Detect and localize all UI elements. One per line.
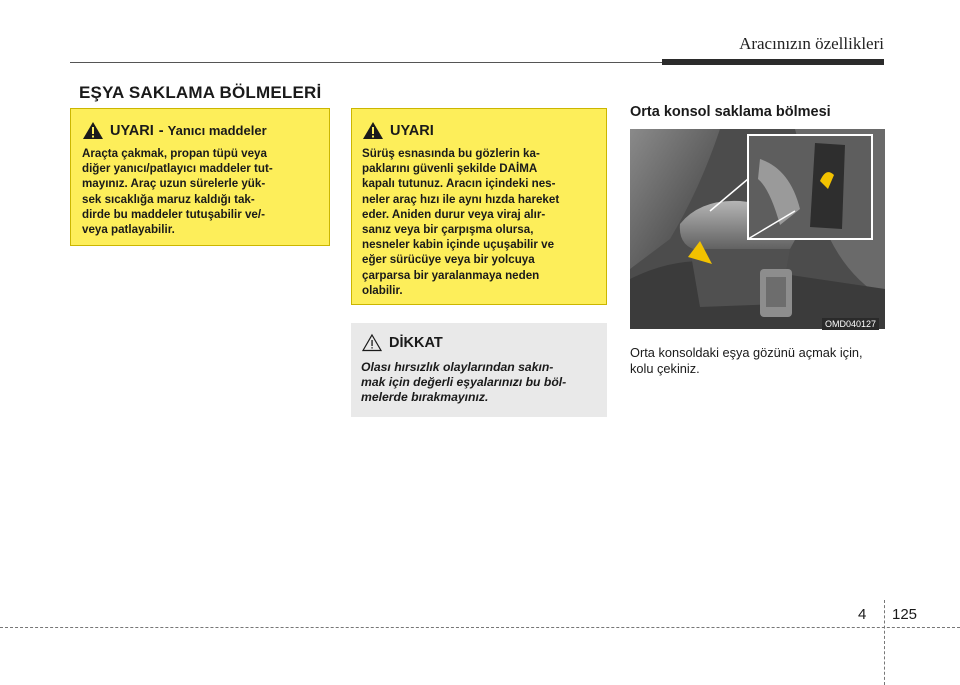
running-header-title: Aracınızın özellikleri xyxy=(739,34,884,53)
warning-body xyxy=(362,146,598,298)
header-rule-bar xyxy=(662,59,884,65)
warning-title: UYARI xyxy=(390,122,434,139)
warning-line: veya patlayabilir. xyxy=(82,223,175,237)
console-text xyxy=(630,345,888,376)
warning-line: diğer yanıcı/patlayıcı maddeler tut- xyxy=(82,162,273,176)
caution-line: mak için değerli eşyalarınızı bu böl- xyxy=(361,375,567,390)
warning-subtitle: Yanıcı maddeler xyxy=(167,123,267,138)
warning-line: neler araç hızı ile aynı hızda hareket xyxy=(362,192,560,206)
warning-triangle-icon xyxy=(82,121,104,140)
warning-line: Araçta çakmak, propan tüpü veya xyxy=(82,147,267,160)
warning-line: paklarını güvenli şekilde DAİMA xyxy=(362,162,538,176)
warning-line: olabilir. xyxy=(362,283,403,297)
warning-line: Sürüş esnasında bu gözlerin ka- xyxy=(362,147,540,160)
warning-line: sek sıcaklığa maruz kaldığı tak- xyxy=(82,192,255,206)
console-text-line: Orta konsoldaki eşya gözünü açmak için, xyxy=(630,345,863,360)
warning-title: UYARI xyxy=(110,122,154,139)
footer-dashed-rule xyxy=(0,627,960,628)
warning-title-separator: - xyxy=(158,122,164,139)
warning-line: sanız veya bir çarpışma olursa, xyxy=(362,223,534,237)
warning-line: nesneler kabin içinde uçuşabilir ve xyxy=(362,238,555,252)
caution-body xyxy=(361,360,599,406)
warning-box-driving xyxy=(351,108,607,305)
page-number: 125 xyxy=(892,606,918,623)
warning-line: dirde bu maddeler tutuşabilir ve/- xyxy=(82,207,265,221)
console-photo xyxy=(630,129,885,329)
warning-line: eder. Aniden durur veya viraj alır- xyxy=(362,207,546,221)
warning-line: eğer sürücüye veya bir yolcuya xyxy=(362,253,535,267)
warning-line: kapalı tutunuz. Aracın içindeki nes- xyxy=(362,177,556,191)
warning-box-flammable xyxy=(70,108,330,246)
warning-title-row xyxy=(362,121,598,140)
caution-triangle-icon xyxy=(361,333,383,352)
warning-line: çarparsa bir yaralanmaya neden xyxy=(362,268,540,282)
caution-title-row xyxy=(361,333,599,352)
caution-title: DİKKAT xyxy=(389,334,443,351)
warning-triangle-icon xyxy=(362,121,384,140)
header-rule xyxy=(70,62,662,63)
warning-body xyxy=(82,146,320,237)
caution-box-theft xyxy=(351,323,607,417)
image-code-label: OMD040127 xyxy=(822,318,879,330)
center-console-illustration xyxy=(630,129,885,329)
console-heading: Orta konsol saklama bölmesi xyxy=(630,104,831,120)
console-text-line: kolu çekiniz. xyxy=(630,360,700,376)
chapter-number: 4 xyxy=(858,606,867,623)
section-heading: EŞYA SAKLAMA BÖLMELERİ xyxy=(79,83,322,102)
warning-title-row xyxy=(82,121,320,140)
caution-line: Olası hırsızlık olaylarından sakın- xyxy=(361,360,554,374)
footer-dashed-divider xyxy=(884,600,885,685)
caution-line: melerde bırakmayınız. xyxy=(361,390,489,405)
warning-line: mayınız. Araç uzun sürelerle yük- xyxy=(82,177,266,191)
